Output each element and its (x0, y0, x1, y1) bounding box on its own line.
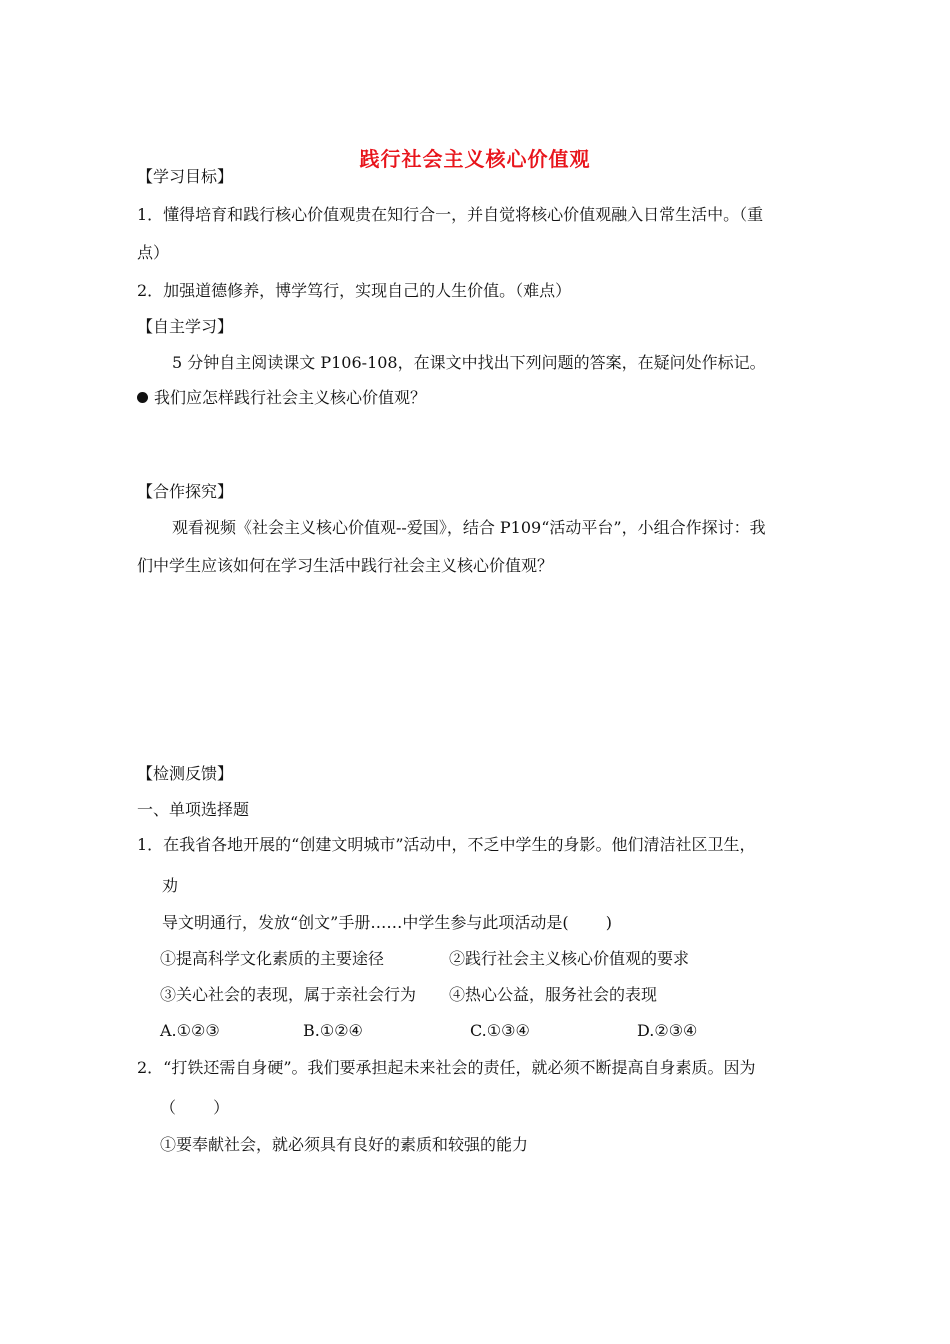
question-2-option-1: ①要奉献社会，就必须具有良好的素质和较强的能力 (160, 1135, 529, 1154)
self-study-question-text: 我们应怎样践行社会主义核心价值观？ (154, 388, 427, 407)
goal-item-2: 2．加强道德修养，博学笃行，实现自己的人生价值。（难点） (137, 281, 572, 300)
question-1-option-3: ③关心社会的表现，属于亲社会行为 (160, 985, 417, 1004)
bullet-icon (137, 392, 148, 403)
cooperation-text-2: 们中学生应该如何在学习生活中践行社会主义核心价值观？ (137, 556, 554, 575)
section-heading: 一、单项选择题 (137, 800, 250, 819)
question-1-stem-cont: 劝 (162, 876, 179, 895)
question-1-choice-a: A.①②③ (160, 1021, 220, 1040)
question-2-stem: 2．“打铁还需自身硬”。我们要承担起未来社会的责任，就必须不断提高自身素质。因为 (137, 1058, 756, 1077)
cooperation-text-1: 观看视频《社会主义核心价值观--爱国》，结合 P109“活动平台”，小组合作探讨：我 (172, 518, 766, 537)
question-1-choice-c: C.①③④ (470, 1021, 530, 1040)
question-1-stem: 1．在我省各地开展的“创建文明城市”活动中，不乏中学生的身影。他们清洁社区卫生， (137, 835, 756, 854)
question-1-option-4: ④热心公益，服务社会的表现 (449, 985, 658, 1004)
document-title: 践行社会主义核心价值观 (359, 147, 591, 171)
question-1-stem-cont-2: 导文明通行，发放“创文”手册……中学生参与此项活动是( ) (162, 913, 612, 932)
feedback-heading: 【检测反馈】 (137, 764, 234, 783)
goals-heading: 【学习目标】 (137, 167, 234, 186)
self-study-heading: 【自主学习】 (137, 317, 234, 336)
self-study-question (137, 388, 426, 408)
self-study-instruction: 5 分钟自主阅读课文 P106-108，在课文中找出下列问题的答案，在疑问处作标记。 (172, 353, 766, 372)
goal-item-1: 1．懂得培育和践行核心价值观贵在知行合一，并自觉将核心价值观融入日常生活中。（重 (137, 205, 764, 224)
question-1-option-1: ①提高科学文化素质的主要途径 (160, 949, 385, 968)
cooperation-heading: 【合作探究】 (137, 482, 234, 501)
question-1-choice-d: D.②③④ (637, 1021, 698, 1040)
question-2-blank: （ ） (160, 1098, 230, 1117)
question-1-choice-b: B.①②④ (303, 1021, 363, 1040)
question-1-option-2: ②践行社会主义核心价值观的要求 (449, 949, 690, 968)
goal-item-1-cont: 点） (137, 243, 170, 262)
